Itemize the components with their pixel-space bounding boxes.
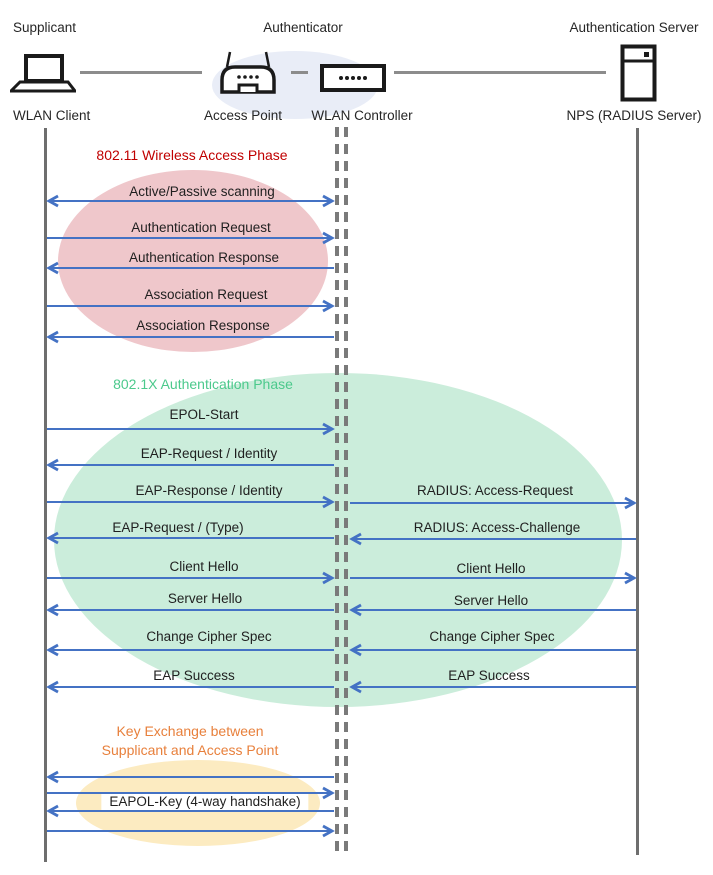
- message-label: EAPOL-Key (4-way handshake): [101, 794, 308, 810]
- message-label: Authentication Request: [131, 220, 271, 235]
- device-label-access-point: Access Point: [203, 108, 283, 123]
- wlan-controller-icon: [320, 64, 386, 92]
- message-label: EAP-Response / Identity: [135, 483, 283, 498]
- role-supplicant: Supplicant: [13, 20, 77, 35]
- phase-title: Key Exchange between Supplicant and Access Point: [101, 723, 279, 758]
- device-label-wlan-client: WLAN Client: [13, 108, 91, 123]
- server-icon: [620, 44, 657, 102]
- connector-line: [80, 71, 202, 74]
- role-authenticator: Authenticator: [263, 20, 343, 35]
- message-label: Server Hello: [453, 593, 529, 608]
- message-label: Client Hello: [456, 561, 526, 576]
- message-arrow-right: [47, 825, 334, 837]
- device-label-wlan-controller: WLAN Controller: [311, 108, 413, 123]
- message-label: RADIUS: Access-Challenge: [413, 520, 581, 535]
- message-label: Change Cipher Spec: [146, 629, 272, 644]
- connector-line: [291, 71, 308, 74]
- phase-title: 802.11 Wireless Access Phase: [96, 147, 288, 163]
- message-arrow-left: [47, 771, 334, 783]
- phase-title: 802.1X Authentication Phase: [113, 376, 293, 392]
- message-label: Association Request: [144, 287, 268, 302]
- message-label: Authentication Response: [128, 250, 280, 265]
- device-label-nps-radius-server: NPS (RADIUS Server): [566, 108, 702, 123]
- role-authentication-server: Authentication Server: [569, 20, 699, 35]
- message-label: Association Response: [136, 318, 270, 333]
- message-label: Server Hello: [167, 591, 243, 606]
- lifeline-authenticator-left: [335, 127, 339, 858]
- message-arrow-right: [47, 423, 334, 435]
- lifeline-authentication-server: [636, 128, 639, 855]
- message-arrow-left: [47, 644, 334, 656]
- laptop-icon: [10, 54, 76, 94]
- message-label: RADIUS: Access-Request: [416, 483, 574, 498]
- access-point-icon: [217, 50, 279, 100]
- connector-line: [394, 71, 606, 74]
- message-label: EAP-Request / (Type): [112, 520, 244, 535]
- message-label: EAP Success: [153, 668, 235, 683]
- message-arrow-left: [350, 644, 636, 656]
- message-label: EAP-Request / Identity: [140, 446, 278, 461]
- message-label: EPOL-Start: [169, 407, 239, 422]
- message-label: Active/Passive scanning: [129, 184, 275, 199]
- message-label: Change Cipher Spec: [429, 629, 555, 644]
- lifeline-authenticator-right: [344, 127, 348, 858]
- message-label: Client Hello: [169, 559, 239, 574]
- message-label: EAP Success: [448, 668, 530, 683]
